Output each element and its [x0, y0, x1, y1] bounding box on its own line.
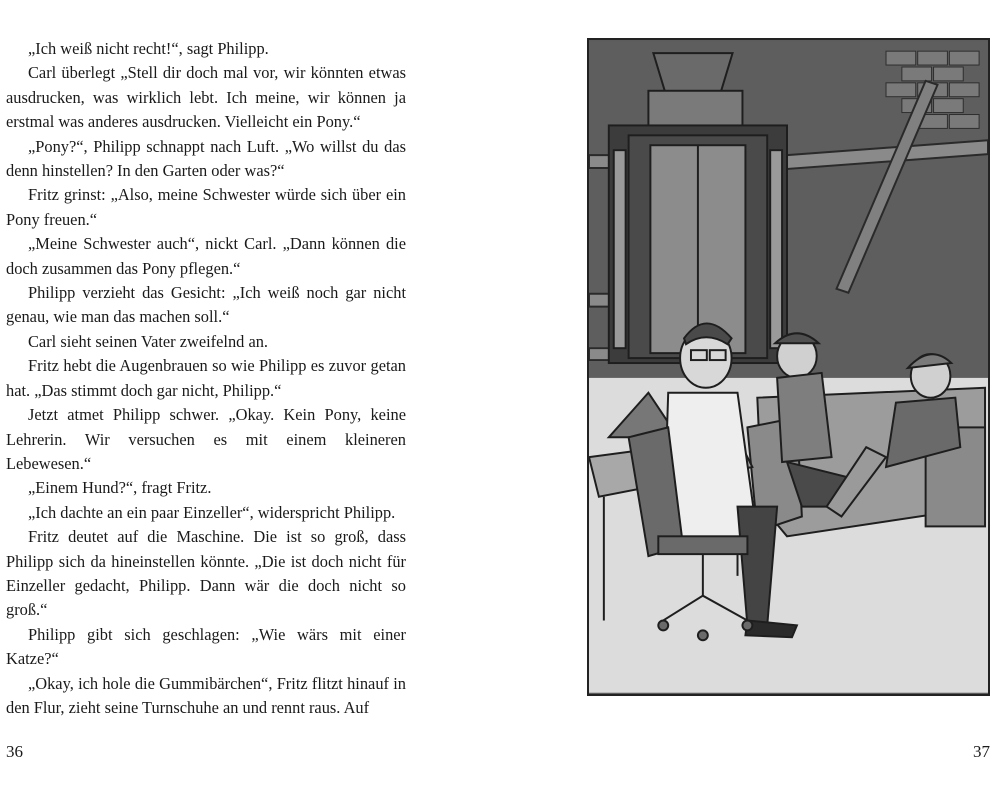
paragraph-7: Carl sieht seinen Vater zweifelnd an. [28, 331, 269, 351]
paragraph-3: „Pony?“, Philipp schnappt nach Luft. „Wo willst du das denn hinstellen? In den Garten oder was?“ [6, 136, 406, 181]
paragraph-6: Philipp verzieht das Gesicht: „Ich weiß noch gar nicht genau, wie man das machen soll.“ [6, 283, 406, 327]
basement-scene-drawing [589, 40, 988, 694]
paragraph-5: „Meine Schwester auch“, nickt Carl. „Dann können die doch zusammen das Pony pflegen.“ [6, 234, 406, 278]
paragraph-13: Philipp gibt sich geschlagen: „Wie wärs mit einer Katze?“ [6, 624, 406, 669]
paragraph-14: „Okay, ich hole die Gummibärchen“, Fritz flitzt hinauf in den Flur, zieht seine Turnschuhe an und rennt raus. Auf [6, 673, 406, 717]
paragraph-2: Carl überlegt „Stell dir doch mal vor, wir könnten etwas ausdrucken, was wirklich lebt. Ich meine, wir können ja erstmal was anderes ausdrucken. Vielleicht ein Pony.“ [6, 63, 406, 132]
right-page [500, 0, 1000, 800]
paragraph-4: Fritz grinst: „Also, meine Schwester würde sich über ein Pony freuen.“ [6, 185, 406, 229]
paragraph-8: Fritz hebt die Augenbrauen so wie Philipp es zuvor getan hat. „Das stimmt doch gar nicht, Philipp.“ [6, 356, 406, 400]
paragraph-10: „Einem Hund?“, fragt Fritz. [28, 478, 212, 498]
text-column [6, 37, 406, 720]
paragraph-11: „Ich dachte an ein paar Einzeller“, widerspricht Philipp. [28, 502, 396, 522]
paragraph-9: Jetzt atmet Philipp schwer. „Okay. Kein Pony, keine Lehrerin. Wir versuchen es mit einem kleineren Lebewesen.“ [6, 405, 406, 473]
paragraph-12: Fritz deutet auf die Maschine. Die ist so groß, dass Philipp sich da hineinstellen könnte. „Die ist doch nicht für Einzeller gedacht, Philipp. Dann wär die doch nicht so groß.“ [6, 527, 406, 620]
illustration [587, 38, 990, 696]
page-number-right: 37 [973, 742, 990, 761]
paragraph-1: „Ich weiß nicht recht!“, sagt Philipp. [28, 39, 269, 58]
page-number-left: 36 [6, 742, 23, 761]
